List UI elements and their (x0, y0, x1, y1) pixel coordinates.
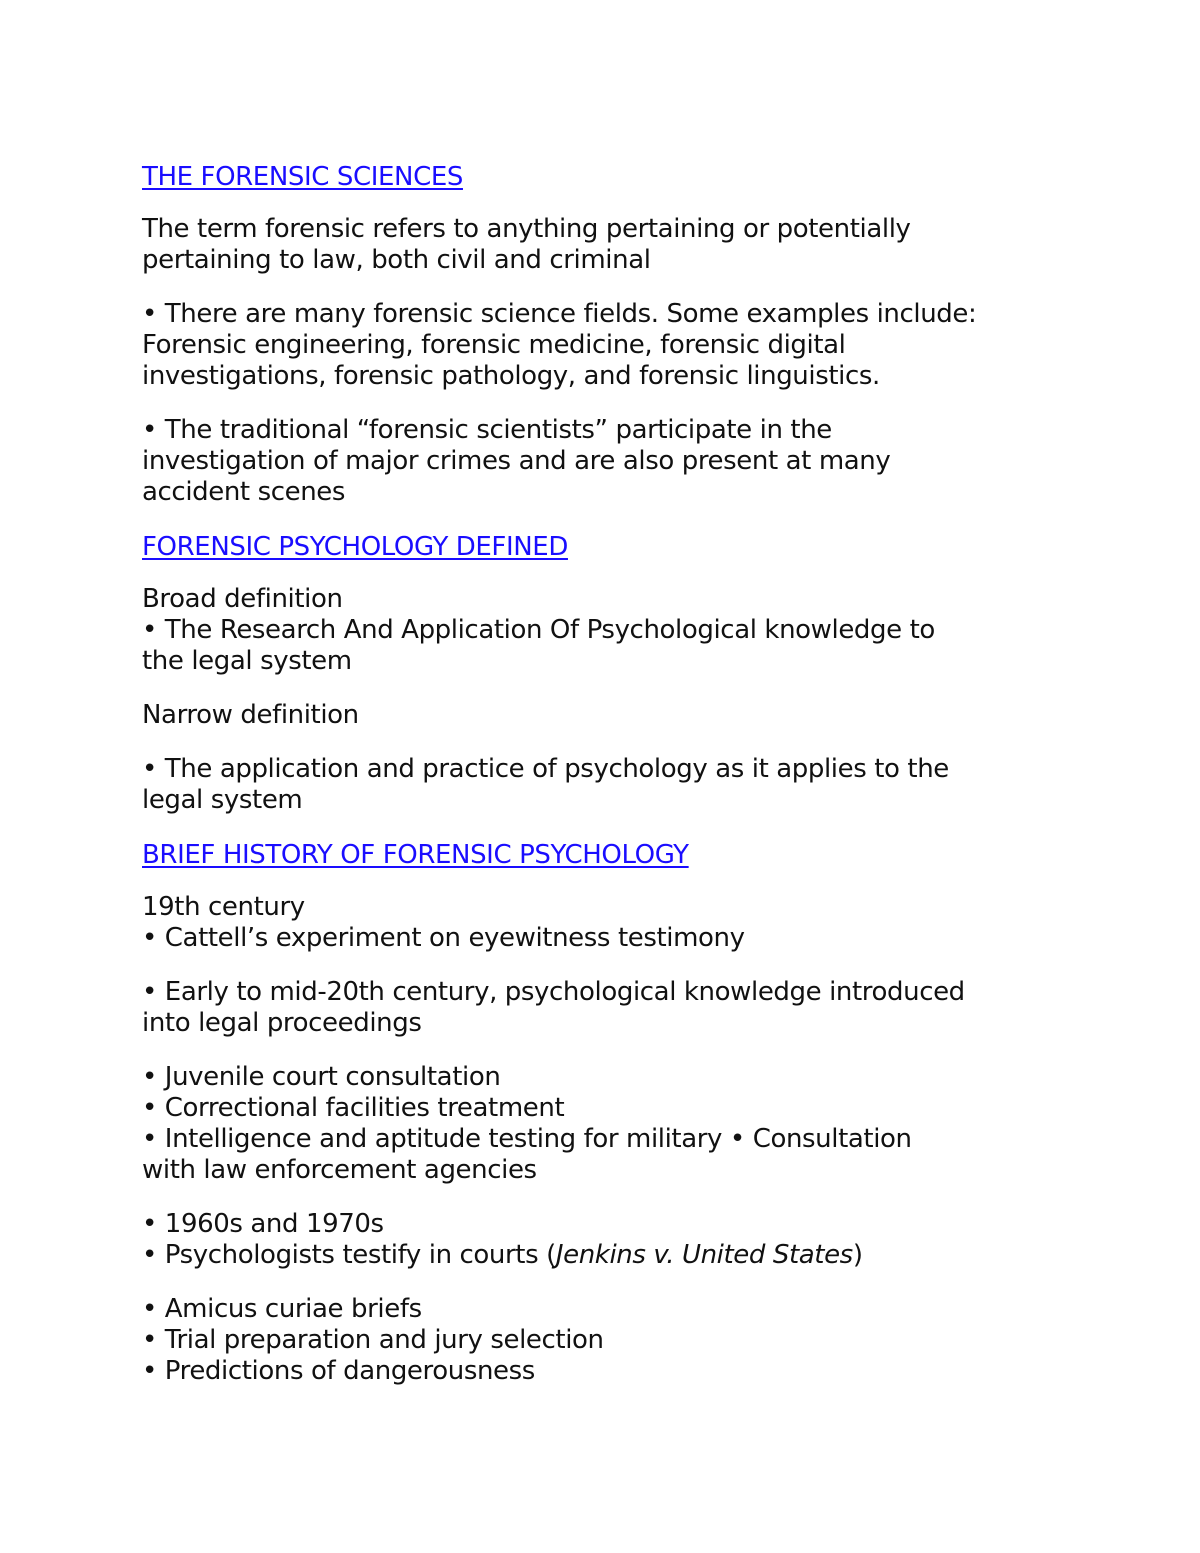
paragraph-broad-definition (142, 584, 1072, 677)
paragraph-forensic-fields (142, 299, 1072, 392)
paragraph-early-20th-century (142, 977, 1072, 1039)
text-line: with law enforcement agencies (142, 1155, 537, 1185)
text-line: pertaining to law, both civil and criminal (142, 245, 651, 275)
bullet-line: • Trial preparation and jury selection (142, 1325, 604, 1355)
bullet-line: • The traditional “forensic scientists” participate in the (142, 415, 832, 445)
bullet-line: • Early to mid-20th century, psychological knowledge introduced (142, 977, 965, 1007)
bullet-line: • The Research And Application Of Psychological knowledge to (142, 615, 935, 645)
heading-link-psychology-defined[interactable]: FORENSIC PSYCHOLOGY DEFINED (142, 532, 568, 562)
bullet-line: • Intelligence and aptitude testing for military • Consultation (142, 1124, 912, 1154)
section-brief-history (142, 838, 1072, 1387)
case-name: Jenkins v. United States (555, 1240, 853, 1270)
heading-link-forensic-sciences[interactable]: THE FORENSIC SCIENCES (142, 162, 463, 192)
text-line: legal system (142, 785, 303, 815)
bullet-line: • Predictions of dangerousness (142, 1356, 535, 1386)
text-line: 19th century (142, 892, 305, 922)
heading-link-brief-history[interactable]: BRIEF HISTORY OF FORENSIC PSYCHOLOGY (142, 840, 689, 870)
text-line: the legal system (142, 646, 352, 676)
paragraph-consultation-list (142, 1062, 1072, 1186)
section-forensic-psychology-defined (142, 530, 1072, 816)
document-page (142, 160, 1072, 1387)
text-line: The term forensic refers to anything pertaining or potentially (142, 214, 911, 244)
bullet-line: • Cattell’s experiment on eyewitness testimony (142, 923, 745, 953)
case-line-prefix: • Psychologists testify in courts ( (142, 1240, 556, 1270)
bullet-line: • Amicus curiae briefs (142, 1294, 422, 1324)
text-line: Forensic engineering, forensic medicine, forensic digital (142, 330, 846, 360)
paragraph-term-forensic (142, 214, 1072, 276)
text-line: Narrow definition (142, 700, 359, 730)
text-line: investigations, forensic pathology, and forensic linguistics. (142, 361, 880, 391)
text-line: Broad definition (142, 584, 343, 614)
paragraph-narrow-definition (142, 700, 1072, 731)
text-line: investigation of major crimes and are also present at many (142, 446, 891, 476)
bullet-line: • The application and practice of psychology as it applies to the (142, 754, 949, 784)
paragraph-application-practice (142, 754, 1072, 816)
paragraph-traditional-scientists (142, 415, 1072, 508)
text-line: into legal proceedings (142, 1008, 422, 1038)
bullet-line: • There are many forensic science fields. Some examples include: (142, 299, 977, 329)
paragraph-1960s-1970s (142, 1209, 1072, 1271)
section-forensic-sciences (142, 160, 1072, 508)
paragraph-court-activities (142, 1294, 1072, 1387)
bullet-line: • 1960s and 1970s (142, 1209, 384, 1239)
bullet-line: • Correctional facilities treatment (142, 1093, 565, 1123)
text-line: accident scenes (142, 477, 346, 507)
bullet-line: • Juvenile court consultation (142, 1062, 501, 1092)
case-line-suffix: ) (852, 1240, 863, 1270)
bullet-line-case (142, 1240, 1072, 1271)
paragraph-19th-century (142, 892, 1072, 954)
